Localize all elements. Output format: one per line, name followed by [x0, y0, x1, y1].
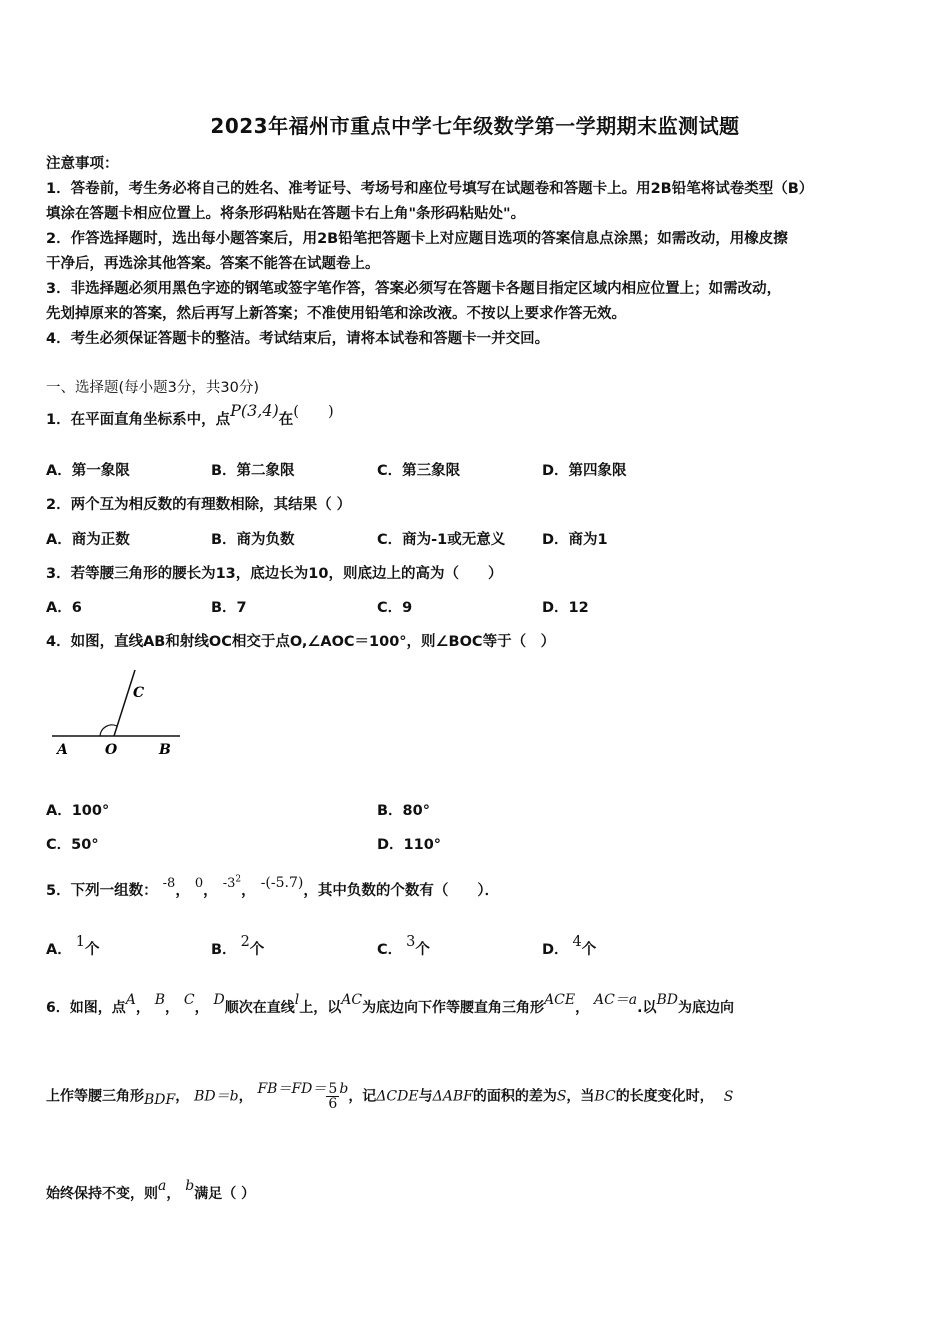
- q5-number-3-base: -3: [222, 876, 236, 891]
- q6-text: 的长度变化时，: [615, 1088, 714, 1105]
- q6-segment-bd: BD: [656, 992, 678, 1008]
- option-value: 4: [572, 934, 582, 950]
- question-5: [46, 874, 500, 900]
- question-4: 4．如图，直线AB和射线OC相交于点O,∠AOC＝100°，则∠BOC等于（ ）: [46, 634, 556, 650]
- q6-triangle-abf: ΔABF: [432, 1088, 473, 1105]
- option-unit: 个: [415, 942, 430, 958]
- q6-text: 始终保持不变，则: [46, 1186, 158, 1202]
- q6-text: .以: [637, 1000, 657, 1016]
- q2-option-d[interactable]: D．商为1: [542, 532, 608, 548]
- label-a: A: [57, 742, 68, 758]
- notice-line: 填涂在答题卡相应位置上。将条形码粘贴在答题卡右上角"条形码粘贴处"。: [46, 206, 526, 222]
- q6-var-a: a: [158, 1178, 167, 1194]
- q6-text: 为底边向下作等腰直角三角形: [362, 1000, 545, 1016]
- q1-prefix: 1．在平面直角坐标系中，点: [46, 412, 231, 428]
- label-b: B: [159, 742, 171, 758]
- q6-bd-eq-b: BD＝b: [194, 1088, 239, 1105]
- option-label: D．: [542, 942, 569, 958]
- question-2: 2．两个互为相反数的有理数相除，其结果（ ）: [46, 497, 352, 513]
- notice-line: 2．作答选择题时，选出每小题答案后，用2B铅笔把答题卡上对应题目选项的答案信息点涂黑；如需改动，用橡皮擦: [46, 231, 788, 247]
- option-label: A．: [46, 942, 72, 958]
- q6-point-a: A: [125, 992, 136, 1008]
- q6-var-s: S: [723, 1088, 734, 1105]
- q1-option-c[interactable]: C．第三象限: [377, 463, 461, 479]
- q5-number-2: 0: [194, 876, 204, 891]
- q6-text: 的面积的差为: [472, 1088, 557, 1105]
- q6-text: 6．如图，点: [46, 1000, 126, 1016]
- q6-text: ，记: [348, 1088, 377, 1105]
- q1-paren: ( ): [293, 404, 334, 420]
- q2-option-c[interactable]: C．商为-1或无意义: [377, 532, 506, 548]
- q4-option-d[interactable]: D．110°: [377, 837, 442, 853]
- label-o: O: [105, 742, 118, 758]
- q4-option-c[interactable]: C．50°: [46, 837, 99, 853]
- q5-option-a[interactable]: [46, 934, 100, 959]
- q6-ac-eq-a: AC＝a: [593, 992, 638, 1008]
- q5-option-b[interactable]: [211, 934, 265, 959]
- q5-number-3-exponent: 2: [235, 874, 242, 885]
- q6-fraction: [326, 1082, 339, 1111]
- q6-fb-eq-fd: FB＝FD＝: [257, 1080, 327, 1097]
- q5-suffix: ，其中负数的个数有（ ）．: [303, 883, 500, 899]
- q6-text: 满足（ ）: [194, 1186, 256, 1202]
- q5-separator: ，: [175, 883, 190, 899]
- notice-line: 1．答卷前，考生务必将自己的姓名、准考证号、考场号和座位号填写在试题卷和答题卡上。用2B铅笔将试卷类型（B）: [46, 181, 814, 197]
- q6-line-l: l: [294, 992, 300, 1008]
- q3-option-c[interactable]: C．9: [377, 600, 413, 616]
- option-unit: 个: [249, 942, 265, 958]
- q1-option-d[interactable]: D．第四象限: [542, 463, 627, 479]
- option-label: C．: [377, 942, 403, 958]
- q6-point-c: C: [183, 992, 195, 1008]
- q2-option-a[interactable]: A．商为正数: [46, 532, 130, 548]
- q2-option-b[interactable]: B．商为负数: [211, 532, 295, 548]
- notice-heading: 注意事项：: [46, 156, 119, 172]
- option-value: 2: [240, 934, 250, 950]
- notice-line: 3．非选择题必须用黑色字迹的钢笔或签字笔作答，答案必须写在答题卡各题目指定区域内相应位置上；如需改动，: [46, 281, 782, 297]
- q1-option-a[interactable]: A．第一象限: [46, 463, 130, 479]
- q6-text: 为底边向: [678, 1000, 734, 1016]
- q5-separator: ，: [241, 883, 256, 899]
- q6-point-d: D: [213, 992, 225, 1008]
- q6-segment-bc: BC: [594, 1088, 616, 1105]
- q4-option-a[interactable]: A．100°: [46, 803, 110, 819]
- q4-figure: [46, 666, 186, 762]
- q3-option-d[interactable]: D．12: [542, 600, 589, 616]
- question-6-line-1: 6．如图，点A， B， C， D顺次在直线l上，以AC为底边向下作等腰直角三角形ACE， AC＝a.以BD为底边向: [46, 992, 734, 1016]
- q5-prefix: 5．下列一组数：: [46, 883, 158, 899]
- page-title: 2023年福州市重点中学七年级数学第一学期期末监测试题: [210, 114, 740, 138]
- q6-triangle-bdf: BDF: [144, 1091, 176, 1108]
- q5-option-d[interactable]: [542, 934, 597, 959]
- q1-point: P(3,4): [230, 401, 279, 420]
- q6-fraction-numerator: 5: [328, 1081, 338, 1097]
- option-label: B．: [211, 942, 237, 958]
- q6-point-b: B: [154, 992, 166, 1008]
- q3-option-a[interactable]: A．6: [46, 600, 82, 616]
- option-unit: 个: [581, 942, 597, 958]
- q5-separator: ，: [203, 883, 218, 899]
- q6-var-b: b: [185, 1178, 195, 1194]
- q6-text: 上，以: [299, 1000, 342, 1016]
- question-6-line-3: 始终保持不变，则a， b满足（ ）: [46, 1178, 256, 1202]
- q1-option-b[interactable]: B．第二象限: [211, 463, 295, 479]
- q6-text: 上作等腰三角形: [46, 1088, 144, 1105]
- label-c: C: [133, 685, 145, 701]
- question-1: [46, 401, 334, 429]
- option-value: 3: [406, 934, 416, 950]
- q6-text: ，当: [566, 1088, 595, 1105]
- q6-triangle-cde: ΔCDE: [376, 1088, 419, 1105]
- notice-line: 干净后，再选涂其他答案。答案不能答在试题卷上。: [46, 256, 380, 272]
- q6-var-s: S: [556, 1088, 567, 1105]
- option-unit: 个: [84, 942, 100, 958]
- q6-fraction-denominator: 6: [328, 1096, 338, 1112]
- q6-triangle-ace: ACE: [544, 992, 576, 1008]
- q4-option-b[interactable]: B．80°: [377, 803, 430, 819]
- option-value: 1: [75, 934, 85, 950]
- q6-segment-ac: AC: [341, 992, 363, 1008]
- q5-number-1: -8: [162, 876, 176, 891]
- q5-number-3: [223, 876, 241, 891]
- q6-var-b: b: [339, 1080, 349, 1097]
- question-3: 3．若等腰三角形的腰长为13，底边长为10，则底边上的高为（ ）: [46, 566, 503, 582]
- q6-text: 顺次在直线: [224, 1000, 295, 1016]
- section-heading: 一、选择题(每小题3分，共30分): [46, 380, 259, 396]
- q1-suffix: 在: [278, 412, 294, 428]
- q3-option-b[interactable]: B．7: [211, 600, 247, 616]
- notice-line: 4．考生必须保证答题卡的整洁。考试结束后，请将本试卷和答题卡一并交回。: [46, 331, 550, 347]
- notice-line: 先划掉原来的答案，然后再写上新答案；不准使用铅笔和涂改液。不按以上要求作答无效。: [46, 306, 626, 322]
- q6-text: 与: [418, 1088, 433, 1105]
- q5-option-c[interactable]: [377, 934, 430, 959]
- q5-number-4: -(-5.7): [260, 875, 304, 891]
- question-6-line-2: 上作等腰三角形BDF， BD＝b， FB＝FD＝ $\frac{5}{6}$ b，记ΔCDE与ΔABF的面积的差为S，当BC的长度变化时， S: [46, 1080, 734, 1112]
- ray-oc: [114, 670, 135, 736]
